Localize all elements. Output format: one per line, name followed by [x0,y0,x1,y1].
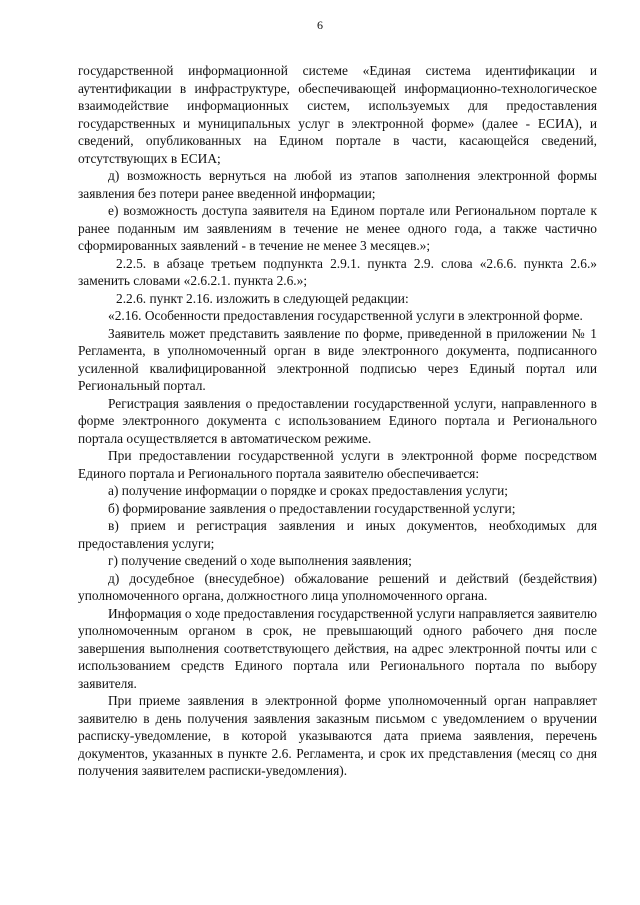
paragraph: Заявитель может представить заявление по форме, приведенной в приложении № 1 Регламента, в уполномоченный орган в виде электронного документа, подписанного усиленной квалифицированной электронной подписью через Единый портал или Региональный портал. [78,325,597,393]
paragraph: государственной информационной системе «Единая система идентификации и аутентификации в инфраструктуре, обеспечивающей информационно-технологическое взаимодействие информационных систем, используемых для предоставления государственных и муниципальных услуг в электронной форме» (далее - ЕСИА), и сведений, опубликованных на Едином портале в части, касающейся сведений, отсутствующих в ЕСИА; [78,63,597,166]
paragraph: б) формирование заявления о предоставлении государственной услуги; [108,500,516,516]
paragraph: д) досудебное (внесудебное) обжалование решений и действий (бездействия) уполномоченного органа, должностного лица уполномоченного органа. [78,570,597,603]
paragraph: При приеме заявления в электронной форме уполномоченный орган направляет заявителю в день получения заявления заказным письмом с уведомлением о вручении расписку-уведомление, в которой указываются дата приема заявления, перечень документов, указанных в пункте 2.6. Регламента, и срок их представления (месяц со дня получения заявителем расписки-уведомления). [78,693,597,778]
paragraph: г) получение сведений о ходе выполнения заявления; [108,553,412,568]
paragraph: «2.16. Особенности предоставления государственной услуги в электронной форме. [108,308,583,323]
paragraph: е) возможность доступа заявителя на Едином портале или Региональном портале к ранее поданным им заявлениям в течение не менее одного года, а также частично сформированных заявлений - в течение не менее 3 месяцев.»; [78,203,597,253]
paragraph: При предоставлении государственной услуги в электронной форме посредством Единого портала и Регионального портала заявителю обеспечивается: [78,448,597,481]
paragraph: а) получение информации о порядке и сроках предоставления услуги; [108,483,509,498]
document-body [78,62,597,780]
paragraph: Информация о ходе предоставления государственной услуги направляется заявителю уполномоченным органом в срок, не превышающий одного рабочего дня после завершения выполнения соответствующего действия, на адрес электронной почты или с использованием средств Единого портала или Регионального портала по выбору заявителя. [78,605,597,691]
paragraph: д) возможность вернуться на любой из этапов заполнения электронной формы заявления без потери ранее введенной информации; [78,168,597,201]
paragraph: 2.2.6. пункт 2.16. изложить в следующей редакции: [116,290,409,306]
paragraph: Регистрация заявления о предоставлении государственной услуги, направленного в форме электронного документа с использованием Единого портала и Регионального портала осуществляется в автоматическом режиме. [78,395,597,446]
paragraph: 2.2.5. в абзаце третьем подпункта 2.9.1. пункта 2.9. слова «2.6.6. пункта 2.6.» заменить словами «2.6.2.1. пункта 2.6.»; [78,255,597,288]
page-number: 6 [317,18,323,32]
paragraph: в) прием и регистрация заявления и иных документов, необходимых для предоставления услуги; [78,518,597,551]
